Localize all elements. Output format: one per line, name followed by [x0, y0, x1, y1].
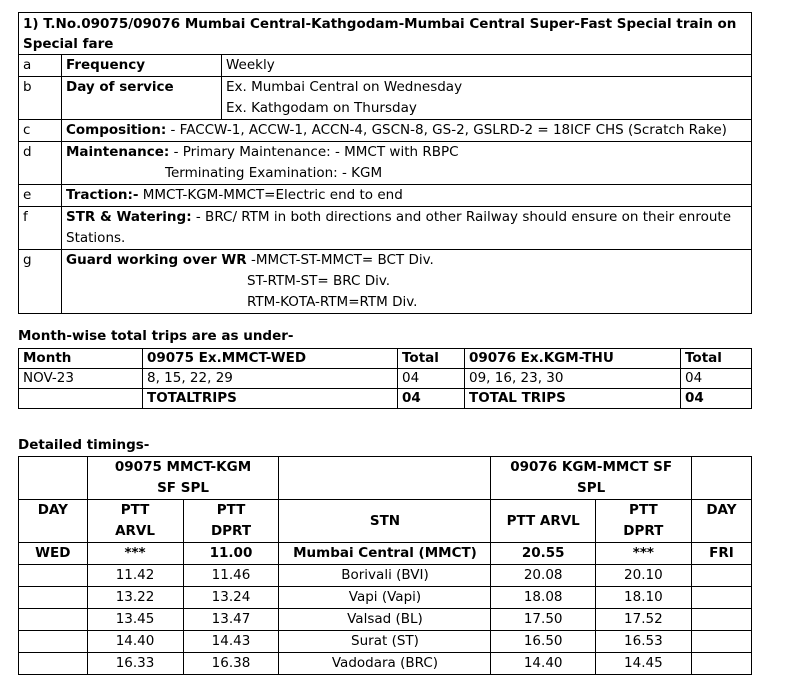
total2-cell: 04 — [681, 369, 752, 389]
str-watering-row — [62, 207, 752, 250]
col-total2: Total — [681, 349, 752, 369]
row-index: b — [19, 77, 62, 120]
blank-header-cell — [691, 457, 751, 500]
arr2-cell: 20.55 — [491, 543, 595, 565]
table-row — [19, 631, 752, 653]
dep2-cell: 18.10 — [595, 587, 691, 609]
arr1-cell: 16.33 — [87, 653, 183, 675]
train2-header-line1: 09076 KGM-MMCT SF — [510, 459, 673, 475]
train-details-table — [18, 12, 752, 314]
totaltrips-value1: 04 — [398, 389, 465, 409]
day1-cell — [19, 631, 88, 653]
guard-line2: ST-RTM-ST= BRC Div. — [247, 273, 391, 289]
arr2-cell: 18.08 — [491, 587, 595, 609]
dep1-cell: 11.00 — [183, 543, 279, 565]
dep1-cell: 13.24 — [183, 587, 279, 609]
col-train1: 09075 Ex.MMCT-WED — [143, 349, 398, 369]
empty-cell — [19, 389, 143, 409]
traction-value: MMCT-KGM-MMCT=Electric end to end — [142, 187, 403, 203]
dprt-label: DPRT — [623, 523, 664, 539]
train2-header — [491, 457, 691, 500]
maintenance-line1: - Primary Maintenance: - MMCT with RBPC — [173, 144, 459, 160]
col-stn: STN — [279, 500, 491, 543]
col-day2: DAY — [691, 500, 751, 543]
frequency-label: Frequency — [62, 55, 222, 77]
col-ptt-arvl1 — [87, 500, 183, 543]
col-train2: 09076 Ex.KGM-THU — [465, 349, 681, 369]
dep1-cell: 11.46 — [183, 565, 279, 587]
day2-cell — [691, 631, 751, 653]
blank-header-cell — [19, 457, 88, 500]
train1-header — [87, 457, 279, 500]
ptt-label: PTT — [120, 502, 150, 518]
train-title: 1) T.No.09075/09076 Mumbai Central-Kathgodam-Mumbai Central Super-Fast Special train on Special fare — [19, 13, 752, 55]
traction-label: Traction:- — [66, 187, 139, 203]
dep2-cell: *** — [595, 543, 691, 565]
dep2-cell: 17.52 — [595, 609, 691, 631]
row-index: f — [19, 207, 62, 250]
col-month: Month — [19, 349, 143, 369]
dep2-cell: 14.45 — [595, 653, 691, 675]
train1-header-line1: 09075 MMCT-KGM — [114, 459, 252, 475]
arvl-label: ARVL — [115, 523, 155, 539]
dep2-cell: 20.10 — [595, 565, 691, 587]
day1-cell — [19, 653, 88, 675]
guard-label: Guard working over WR — [66, 252, 247, 268]
train1-header-line2: SF SPL — [157, 480, 209, 496]
trips-table — [18, 348, 752, 409]
dep1-cell: 14.43 — [183, 631, 279, 653]
total1-cell: 04 — [398, 369, 465, 389]
dates1-cell: 8, 15, 22, 29 — [143, 369, 398, 389]
stn-cell: Mumbai Central (MMCT) — [279, 543, 491, 565]
guard-row — [62, 250, 752, 314]
totaltrips-label1: TOTALTRIPS — [143, 389, 398, 409]
totaltrips-label2: TOTAL TRIPS — [465, 389, 681, 409]
totaltrips-value2: 04 — [681, 389, 752, 409]
table-row — [19, 587, 752, 609]
day-of-service-line2: Ex. Kathgodam on Thursday — [226, 100, 417, 116]
arr1-cell: *** — [87, 543, 183, 565]
row-index: c — [19, 120, 62, 142]
str-watering-value: - BRC/ RTM in both directions and other Railway should ensure on their enroute Stations. — [66, 209, 732, 246]
dprt-label: DPRT — [210, 523, 252, 539]
dep2-cell: 16.53 — [595, 631, 691, 653]
day2-cell — [691, 609, 751, 631]
timings-table — [18, 456, 752, 675]
arr1-cell: 14.40 — [87, 631, 183, 653]
table-row — [19, 543, 752, 565]
guard-line3: RTM-KOTA-RTM=RTM Div. — [247, 294, 418, 310]
composition-label: Composition: — [66, 122, 167, 138]
day2-cell — [691, 565, 751, 587]
dep1-cell: 13.47 — [183, 609, 279, 631]
day2-cell — [691, 587, 751, 609]
composition-row — [62, 120, 752, 142]
table-row — [19, 653, 752, 675]
col-total1: Total — [398, 349, 465, 369]
col-day1: DAY — [19, 500, 88, 543]
row-index: g — [19, 250, 62, 314]
stn-cell: Surat (ST) — [279, 631, 491, 653]
row-index: a — [19, 55, 62, 77]
arr2-cell: 16.50 — [491, 631, 595, 653]
trips-heading: Month-wise total trips are as under- — [18, 328, 294, 344]
month-cell: NOV-23 — [19, 369, 143, 389]
arr1-cell: 13.22 — [87, 587, 183, 609]
stn-cell: Vadodara (BRC) — [279, 653, 491, 675]
stn-cell: Valsad (BL) — [279, 609, 491, 631]
train2-header-line2: SPL — [577, 480, 606, 496]
col-ptt-arvl2: PTT ARVL — [491, 500, 595, 543]
table-row — [19, 565, 752, 587]
col-ptt-dprt1 — [183, 500, 279, 543]
day1-cell — [19, 587, 88, 609]
frequency-value: Weekly — [222, 55, 752, 77]
stn-cell: Borivali (BVI) — [279, 565, 491, 587]
day1-cell — [19, 609, 88, 631]
maintenance-line2: Terminating Examination: - KGM — [165, 165, 383, 181]
stn-cell: Vapi (Vapi) — [279, 587, 491, 609]
maintenance-label: Maintenance: — [66, 144, 170, 160]
timings-heading: Detailed timings- — [18, 437, 150, 453]
day-of-service-label: Day of service — [62, 77, 222, 120]
ptt-label: PTT — [629, 502, 658, 518]
arr2-cell: 17.50 — [491, 609, 595, 631]
composition-value: - FACCW-1, ACCW-1, ACCN-4, GSCN-8, GS-2, GSLRD-2 = 18ICF CHS (Scratch Rake) — [170, 122, 727, 138]
day2-cell: FRI — [691, 543, 751, 565]
arr2-cell: 20.08 — [491, 565, 595, 587]
traction-row — [62, 185, 752, 207]
col-ptt-dprt2 — [595, 500, 691, 543]
maintenance-row — [62, 142, 752, 185]
arr2-cell: 14.40 — [491, 653, 595, 675]
day1-cell — [19, 565, 88, 587]
table-row — [19, 609, 752, 631]
blank-stn-header-cell — [279, 457, 491, 500]
row-index: d — [19, 142, 62, 185]
guard-line1: -MMCT-ST-MMCT= BCT Div. — [250, 252, 434, 268]
arr1-cell: 13.45 — [87, 609, 183, 631]
arr1-cell: 11.42 — [87, 565, 183, 587]
row-index: e — [19, 185, 62, 207]
ptt-label: PTT — [216, 502, 246, 518]
str-watering-label: STR & Watering: — [66, 209, 192, 225]
day-of-service-value — [222, 77, 752, 120]
dates2-cell: 09, 16, 23, 30 — [465, 369, 681, 389]
day1-cell: WED — [19, 543, 88, 565]
day2-cell — [691, 653, 751, 675]
day-of-service-line1: Ex. Mumbai Central on Wednesday — [226, 79, 463, 95]
dep1-cell: 16.38 — [183, 653, 279, 675]
